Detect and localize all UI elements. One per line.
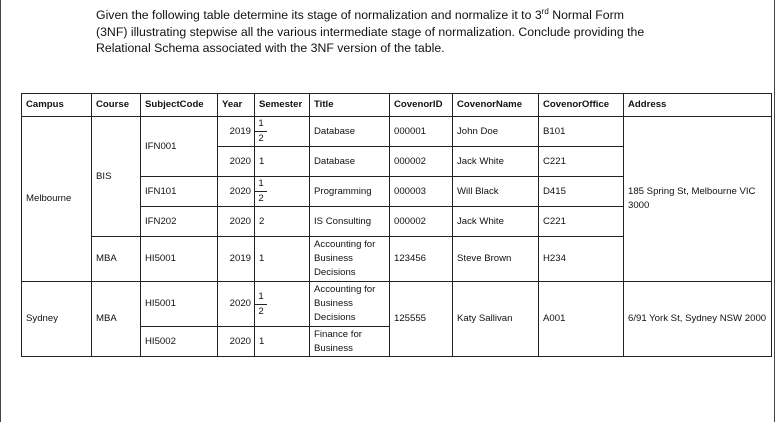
table-row bbox=[22, 117, 772, 147]
header-year: Year bbox=[218, 94, 255, 117]
course-cell: MBA bbox=[92, 282, 141, 357]
year-cell: 2020 bbox=[218, 282, 255, 327]
subject-cell: IFN001 bbox=[141, 117, 218, 177]
campus-cell: Melbourne bbox=[22, 117, 92, 282]
covenoroffice-cell: D415 bbox=[539, 177, 624, 207]
campus-cell: Sydney bbox=[22, 282, 92, 357]
question-line-1: Given the following table determine its stage of normalization and normalize it to 3rd Normal Form bbox=[96, 6, 624, 22]
covenoroffice-cell: A001 bbox=[539, 282, 624, 357]
address-cell: 185 Spring St, Melbourne VIC 3000 bbox=[624, 117, 772, 282]
covenorname-cell: John Doe bbox=[453, 117, 539, 147]
subject-cell: IFN202 bbox=[141, 207, 218, 237]
semester-value: 1 bbox=[255, 117, 267, 132]
header-address: Address bbox=[624, 94, 772, 117]
course-cell: MBA bbox=[92, 237, 141, 282]
title-cell: Database bbox=[310, 117, 390, 147]
semester-cell: 1 bbox=[255, 147, 310, 177]
subject-cell: HI5002 bbox=[141, 327, 218, 357]
course-cell: BIS bbox=[92, 117, 141, 237]
header-course: Course bbox=[92, 94, 141, 117]
header-covenorname: CovenorName bbox=[453, 94, 539, 117]
page-edge-left bbox=[0, 0, 1, 422]
year-cell: 2020 bbox=[218, 147, 255, 177]
covenorid-cell: 123456 bbox=[390, 237, 453, 282]
semester-cell bbox=[255, 282, 310, 327]
semester-cell bbox=[255, 117, 310, 147]
covenorname-cell: Katy Sallivan bbox=[453, 282, 539, 357]
semester-cell: 2 bbox=[255, 207, 310, 237]
covenoroffice-cell: C221 bbox=[539, 147, 624, 177]
subject-cell: HI5001 bbox=[141, 237, 218, 282]
title-cell: Accounting for Business Decisions bbox=[310, 237, 390, 282]
question-line-2: (3NF) illustrating stepwise all the various intermediate stage of normalization. Conclude providing the bbox=[96, 24, 645, 39]
title-cell: Finance for Business bbox=[310, 327, 390, 357]
year-cell: 2019 bbox=[218, 237, 255, 282]
covenorid-cell: 000003 bbox=[390, 177, 453, 207]
year-cell: 2020 bbox=[218, 177, 255, 207]
covenorid-cell: 000002 bbox=[390, 207, 453, 237]
covenorname-cell: Jack White bbox=[453, 147, 539, 177]
header-campus: Campus bbox=[22, 94, 92, 117]
question-text bbox=[96, 7, 736, 57]
address-cell: 6/91 York St, Sydney NSW 2000 bbox=[624, 282, 772, 357]
title-cell: IS Consulting bbox=[310, 207, 390, 237]
subject-cell: IFN101 bbox=[141, 177, 218, 207]
year-cell: 2019 bbox=[218, 117, 255, 147]
page-edge-right bbox=[774, 0, 775, 422]
semester-cell: 1 bbox=[255, 237, 310, 282]
semester-value: 1 bbox=[255, 290, 267, 305]
header-subjectcode: SubjectCode bbox=[141, 94, 218, 117]
year-cell: 2020 bbox=[218, 207, 255, 237]
covenorname-cell: Steve Brown bbox=[453, 237, 539, 282]
semester-cell bbox=[255, 177, 310, 207]
header-covenoroffice: CovenorOffice bbox=[539, 94, 624, 117]
question-line-3: Relational Schema associated with the 3NF version of the table. bbox=[96, 41, 445, 55]
covenorid-cell: 125555 bbox=[390, 282, 453, 357]
title-cell: Programming bbox=[310, 177, 390, 207]
covenorname-cell: Jack White bbox=[453, 207, 539, 237]
covenoroffice-cell: H234 bbox=[539, 237, 624, 282]
covenoroffice-cell: C221 bbox=[539, 207, 624, 237]
year-cell: 2020 bbox=[218, 327, 255, 357]
header-title: Title bbox=[310, 94, 390, 117]
title-cell: Accounting for Business Decisions bbox=[310, 282, 390, 327]
header-covenorid: CovenorID bbox=[390, 94, 453, 117]
subject-cell: HI5001 bbox=[141, 282, 218, 327]
covenorname-cell: Will Black bbox=[453, 177, 539, 207]
title-cell: Database bbox=[310, 147, 390, 177]
semester-value: 2 bbox=[258, 133, 264, 144]
semester-value: 1 bbox=[255, 177, 267, 192]
covenorid-cell: 000001 bbox=[390, 117, 453, 147]
unnormalized-table bbox=[21, 93, 772, 357]
covenorid-cell: 000002 bbox=[390, 147, 453, 177]
table-header-row bbox=[22, 94, 772, 117]
table-row bbox=[22, 282, 772, 327]
covenoroffice-cell: B101 bbox=[539, 117, 624, 147]
semester-value: 2 bbox=[258, 305, 264, 317]
semester-value: 2 bbox=[258, 193, 264, 204]
header-semester: Semester bbox=[255, 94, 310, 117]
semester-cell: 1 bbox=[255, 327, 310, 357]
